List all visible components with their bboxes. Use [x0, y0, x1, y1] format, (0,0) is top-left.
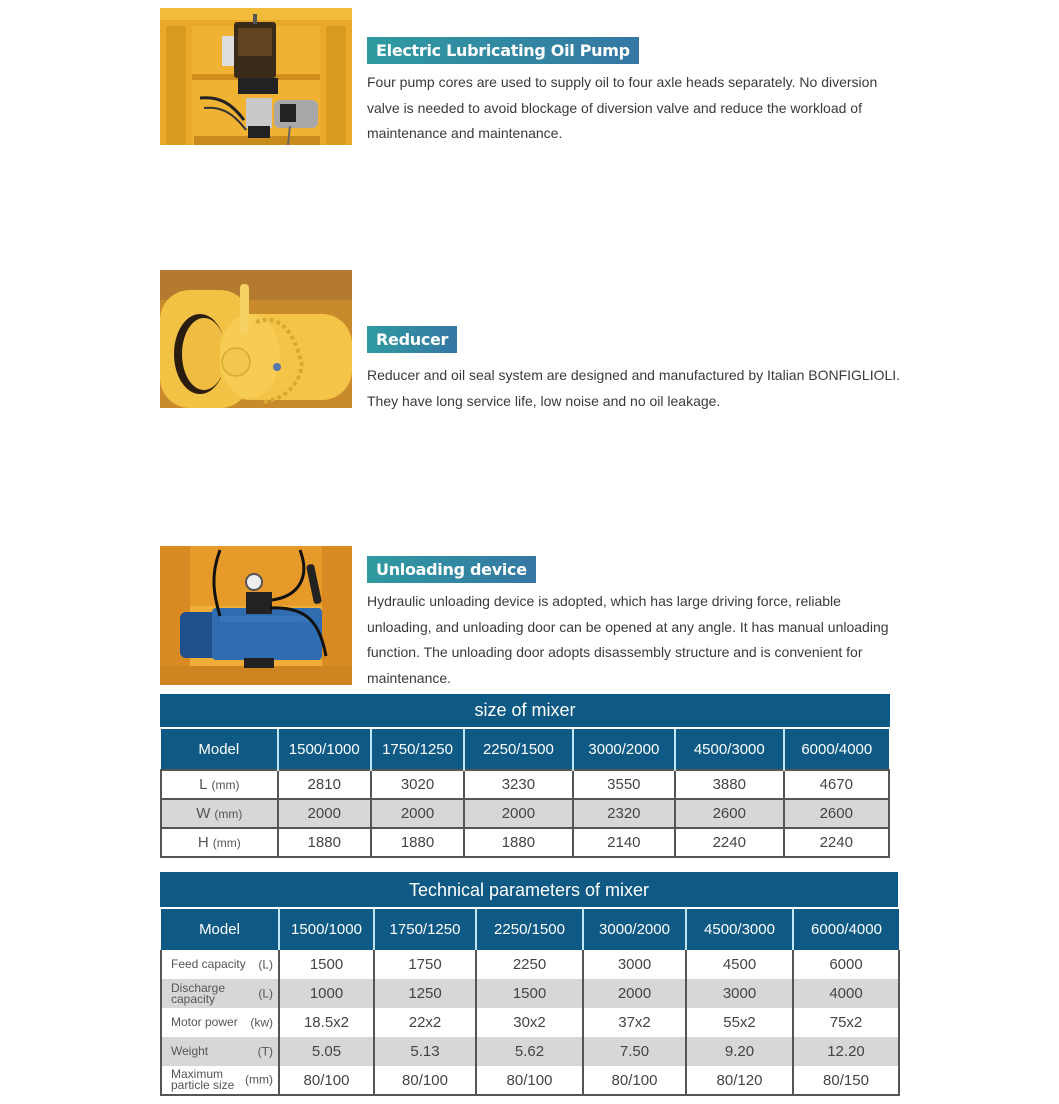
tech-table-title: Technical parameters of mixer: [160, 872, 898, 907]
table-cell: 2000: [583, 979, 686, 1008]
table-cell: 80/100: [583, 1066, 686, 1095]
table-cell: 37x2: [583, 1008, 686, 1037]
table-cell: 80/100: [279, 1066, 374, 1095]
table-cell: 1500: [476, 979, 583, 1008]
header-cell: 3000/2000: [573, 729, 675, 770]
table-row: [161, 799, 889, 828]
feature-electric-lubricating-pump: [160, 8, 900, 148]
table-cell: 80/120: [686, 1066, 793, 1095]
header-cell: 4500/3000: [686, 909, 793, 950]
table-cell: 7.50: [583, 1037, 686, 1066]
table-cell: 2000: [464, 799, 572, 828]
table-cell: 1250: [374, 979, 476, 1008]
hydraulic-unloading-device-photo: [160, 546, 352, 685]
table-cell: 4670: [784, 770, 889, 799]
table-cell: 55x2: [686, 1008, 793, 1037]
table-cell: 3020: [371, 770, 464, 799]
header-cell: Model: [161, 729, 278, 770]
table-cell: 75x2: [793, 1008, 899, 1037]
table-cell: 1750: [374, 950, 476, 979]
feature-description: Reducer and oil seal system are designed and manufactured by Italian BONFIGLIOLI. They have long service life, low noise and no oil leakage.: [367, 367, 901, 409]
table-cell: 4500: [686, 950, 793, 979]
table-cell: 4000: [793, 979, 899, 1008]
table-cell: 3880: [675, 770, 783, 799]
table-cell: 6000: [793, 950, 899, 979]
table-cell: 2600: [784, 799, 889, 828]
table-cell: 1880: [371, 828, 464, 857]
table-row: [161, 828, 889, 857]
table-cell: 5.62: [476, 1037, 583, 1066]
table-cell: 3000: [686, 979, 793, 1008]
table-cell: 3230: [464, 770, 572, 799]
table-cell: 1500: [279, 950, 374, 979]
row-label: Feed capacity (L): [161, 950, 279, 979]
feature-description: Hydraulic unloading device is adopted, which has large driving force, reliable unloading, and unloading door can be opened at any angle. It has manual unloading function. The unloading door adopts disassembly structure and is convenient for maintenance.: [367, 593, 889, 686]
header-cell: 3000/2000: [583, 909, 686, 950]
table-cell: 2240: [675, 828, 783, 857]
table-cell: 1880: [464, 828, 572, 857]
row-label: L (mm): [161, 770, 278, 799]
feature-reducer: [160, 270, 900, 410]
header-cell: 4500/3000: [675, 729, 783, 770]
table-row: [161, 950, 899, 979]
table-cell: 30x2: [476, 1008, 583, 1037]
table-row: [161, 1008, 899, 1037]
row-label: Maximum particle size (mm): [161, 1066, 279, 1095]
table-cell: 2240: [784, 828, 889, 857]
table-row: [161, 1066, 899, 1095]
table-cell: 1000: [279, 979, 374, 1008]
size-table: [160, 729, 890, 858]
header-cell: 1500/1000: [278, 729, 371, 770]
electric-lubricating-pump-photo: [160, 8, 352, 145]
table-cell: 80/100: [374, 1066, 476, 1095]
tech-table: [160, 909, 900, 1096]
row-label: H (mm): [161, 828, 278, 857]
header-cell: Model: [161, 909, 279, 950]
table-cell: 80/100: [476, 1066, 583, 1095]
table-cell: 22x2: [374, 1008, 476, 1037]
table-cell: 5.13: [374, 1037, 476, 1066]
reducer-photo: [160, 270, 352, 408]
header-cell: 1750/1250: [374, 909, 476, 950]
table-cell: 9.20: [686, 1037, 793, 1066]
table-cell: 1880: [278, 828, 371, 857]
header-cell: 2250/1500: [464, 729, 572, 770]
table-cell: 12.20: [793, 1037, 899, 1066]
table-row: [161, 1037, 899, 1066]
row-label: W (mm): [161, 799, 278, 828]
row-label: Weight (T): [161, 1037, 279, 1066]
table-cell: 80/150: [793, 1066, 899, 1095]
table-cell: 3550: [573, 770, 675, 799]
header-cell: 1750/1250: [371, 729, 464, 770]
size-table-title: size of mixer: [160, 694, 890, 727]
size-table-header: [161, 729, 889, 770]
feature-title: Reducer: [367, 326, 457, 353]
table-row: [161, 770, 889, 799]
table-cell: 2250: [476, 950, 583, 979]
header-cell: 6000/4000: [784, 729, 889, 770]
tech-table-header: [161, 909, 899, 950]
row-label: Motor power (kw): [161, 1008, 279, 1037]
header-cell: 1500/1000: [279, 909, 374, 950]
table-cell: 18.5x2: [279, 1008, 374, 1037]
table-cell: 2810: [278, 770, 371, 799]
table-cell: 2320: [573, 799, 675, 828]
table-cell: 2600: [675, 799, 783, 828]
table-row: [161, 979, 899, 1008]
table-cell: 2000: [278, 799, 371, 828]
table-cell: 2000: [371, 799, 464, 828]
feature-unloading-device: [160, 546, 900, 686]
table-cell: 2140: [573, 828, 675, 857]
row-label: Discharge capacity (L): [161, 979, 279, 1008]
feature-title: Unloading device: [367, 556, 536, 583]
feature-description: Four pump cores are used to supply oil to four axle heads separately. No diversion valve is needed to avoid blockage of diversion valve and reduce the workload of maintenance and maintenance.: [367, 74, 878, 141]
table-cell: 3000: [583, 950, 686, 979]
feature-title: Electric Lubricating Oil Pump: [367, 37, 639, 64]
header-cell: 2250/1500: [476, 909, 583, 950]
header-cell: 6000/4000: [793, 909, 899, 950]
table-cell: 5.05: [279, 1037, 374, 1066]
